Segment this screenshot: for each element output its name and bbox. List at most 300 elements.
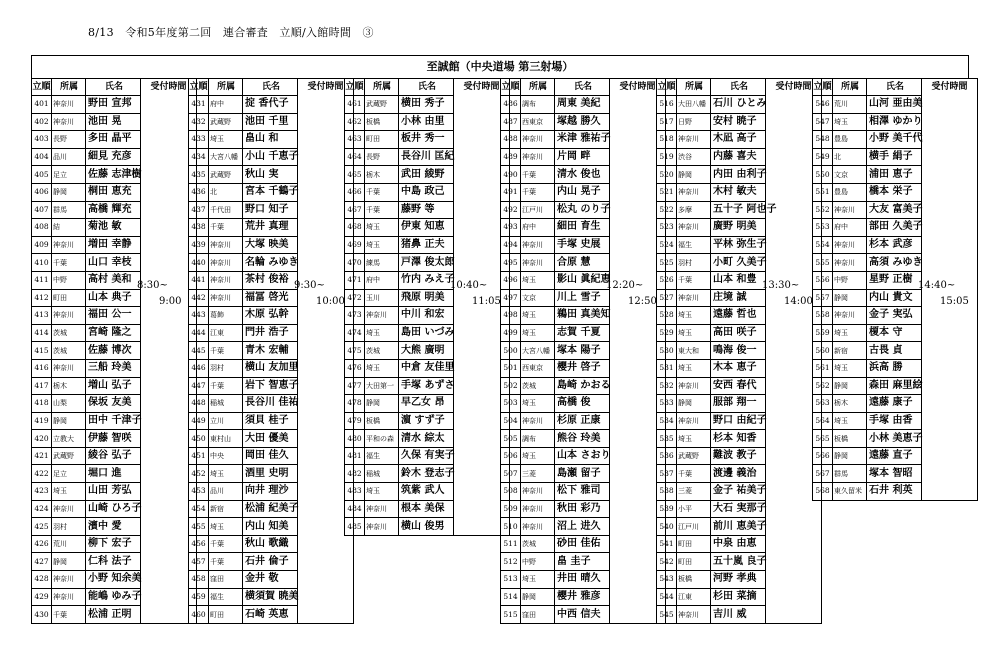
row-affiliation: 静岡: [833, 289, 867, 307]
row-name: 三船 玲美: [86, 359, 141, 377]
row-name: 宮崎 隆之: [86, 324, 141, 342]
row-number: 436: [189, 183, 209, 201]
row-name: 早乙女 昂: [399, 395, 454, 413]
header-time: 受付時間: [922, 79, 978, 96]
table-row: [189, 131, 354, 149]
row-name: 塚越 勝久: [555, 113, 610, 131]
row-name: 志賀 千夏: [555, 324, 610, 342]
row-name: 部田 久美子: [867, 219, 922, 237]
table-row: [501, 236, 666, 254]
row-time-cell: [766, 571, 822, 589]
row-number: 453: [189, 483, 209, 501]
row-number: 450: [189, 430, 209, 448]
row-number: 448: [189, 395, 209, 413]
table-row: [657, 96, 822, 114]
table-row: [813, 96, 978, 114]
row-name: 根本 美保: [399, 500, 454, 518]
row-number: 537: [657, 465, 677, 483]
table-row: [813, 377, 978, 395]
row-affiliation: 江戸川: [677, 518, 711, 536]
table-row: [32, 412, 197, 430]
row-name: 杉本 武彦: [867, 236, 922, 254]
row-affiliation: 中野: [521, 553, 555, 571]
row-affiliation: 茨城: [52, 342, 86, 360]
table-row: [189, 412, 354, 430]
row-name: 木本 恵子: [711, 359, 766, 377]
row-affiliation: 平和の森: [365, 430, 399, 448]
table-row: [813, 342, 978, 360]
row-number: 561: [813, 359, 833, 377]
row-affiliation: 静岡: [833, 447, 867, 465]
table-row: [501, 430, 666, 448]
row-name: 山田 芳弘: [86, 483, 141, 501]
row-name: 保坂 友美: [86, 395, 141, 413]
row-number: 499: [501, 324, 521, 342]
row-name: 安村 暁子: [711, 113, 766, 131]
table-row: [345, 518, 510, 536]
row-affiliation: 栃木: [52, 377, 86, 395]
row-affiliation: 千葉: [365, 183, 399, 201]
row-number: 514: [501, 588, 521, 606]
header-no: 立順: [32, 79, 52, 96]
row-affiliation: 稲城: [209, 395, 243, 413]
row-name: 青木 宏輔: [243, 342, 298, 360]
row-affiliation: 神奈川: [521, 500, 555, 518]
row-name: 内山 晃子: [555, 183, 610, 201]
row-name: 木原 弘幹: [243, 307, 298, 325]
row-number: 402: [32, 113, 52, 131]
venue-title: 至誠館（中央道場 第三射場）: [426, 60, 574, 73]
header-row: [189, 79, 354, 96]
header-no: 立順: [345, 79, 365, 96]
row-affiliation: 武蔵野: [365, 96, 399, 114]
table-row: [501, 96, 666, 114]
header-pref: 所属: [209, 79, 243, 96]
row-name: 手塚 由香: [867, 412, 922, 430]
row-affiliation: 東村山: [209, 430, 243, 448]
header-time: 受付時間: [454, 79, 510, 96]
row-affiliation: 静岡: [677, 395, 711, 413]
table-row: [189, 606, 354, 624]
row-name: 山河 亜由美: [867, 96, 922, 114]
row-name: 塚本 陽子: [555, 342, 610, 360]
row-number: 525: [657, 254, 677, 272]
row-name: 古畏 貞: [867, 342, 922, 360]
row-number: 486: [501, 96, 521, 114]
row-number: 485: [345, 518, 365, 536]
row-affiliation: 神奈川: [52, 236, 86, 254]
table-row: [813, 324, 978, 342]
row-affiliation: 神奈川: [365, 500, 399, 518]
row-affiliation: 埼玉: [833, 113, 867, 131]
row-affiliation: 埼玉: [209, 131, 243, 149]
row-number: 504: [501, 412, 521, 430]
row-affiliation: 神奈川: [52, 307, 86, 325]
row-number: 444: [189, 324, 209, 342]
row-affiliation: 静岡: [521, 588, 555, 606]
row-name: 石崎 英恵: [243, 606, 298, 624]
row-number: 434: [189, 148, 209, 166]
table-row: [189, 377, 354, 395]
table-row: [32, 324, 197, 342]
header-pref: 所属: [833, 79, 867, 96]
table-row: [32, 500, 197, 518]
row-number: 442: [189, 289, 209, 307]
row-time-cell: [922, 236, 978, 254]
row-affiliation: 神奈川: [52, 359, 86, 377]
row-name: 吉川 威: [711, 606, 766, 624]
row-name: 杉本 知香: [711, 430, 766, 448]
header-time: 受付時間: [766, 79, 822, 96]
row-affiliation: 千葉: [209, 377, 243, 395]
row-time-cell: [922, 113, 978, 131]
row-number: 465: [345, 166, 365, 184]
row-affiliation: 神奈川: [521, 483, 555, 501]
row-number: 412: [32, 289, 52, 307]
row-number: 543: [657, 571, 677, 589]
table-row: [501, 342, 666, 360]
table-row: [657, 236, 822, 254]
row-time-cell: [922, 96, 978, 114]
row-affiliation: 荒川: [52, 535, 86, 553]
table-row: [657, 342, 822, 360]
table-row: [345, 201, 510, 219]
row-number: 449: [189, 412, 209, 430]
row-number: 550: [813, 166, 833, 184]
row-name: 横山 友加里: [243, 359, 298, 377]
header-pref: 所属: [677, 79, 711, 96]
header-row: [32, 79, 197, 96]
row-number: 558: [813, 307, 833, 325]
table-row: [189, 359, 354, 377]
table-row: [32, 395, 197, 413]
table-row: [501, 131, 666, 149]
row-name: 塚本 智昭: [867, 465, 922, 483]
table-row: [501, 588, 666, 606]
row-number: 482: [345, 465, 365, 483]
row-affiliation: 千葉: [52, 606, 86, 624]
row-affiliation: 埼玉: [677, 324, 711, 342]
table-row: [657, 588, 822, 606]
row-name: 手塚 あずさ: [399, 377, 454, 395]
row-name: 野口 由紀子: [711, 412, 766, 430]
table-row: [32, 342, 197, 360]
table-row: [345, 395, 510, 413]
row-affiliation: 千葉: [209, 535, 243, 553]
row-number: 428: [32, 571, 52, 589]
row-number: 430: [32, 606, 52, 624]
row-affiliation: 長野: [365, 148, 399, 166]
row-number: 427: [32, 553, 52, 571]
row-name: 岡田 佳久: [243, 447, 298, 465]
row-affiliation: 東久留米: [833, 483, 867, 501]
row-number: 481: [345, 447, 365, 465]
row-affiliation: 東大和: [677, 342, 711, 360]
row-affiliation: 埼玉: [521, 324, 555, 342]
row-affiliation: 群馬: [833, 465, 867, 483]
row-number: 462: [345, 113, 365, 131]
row-affiliation: 立川: [209, 412, 243, 430]
row-name: 小林 美恵子: [867, 430, 922, 448]
row-name: 小野 知余美: [86, 571, 141, 589]
row-number: 464: [345, 148, 365, 166]
row-number: 520: [657, 166, 677, 184]
row-affiliation: 葛飾: [209, 307, 243, 325]
row-number: 483: [345, 483, 365, 501]
table-row: [657, 148, 822, 166]
table-row: [189, 183, 354, 201]
table-row: [32, 447, 197, 465]
table-row: [813, 359, 978, 377]
row-time-cell: [922, 324, 978, 342]
row-name: 渡邊 義治: [711, 465, 766, 483]
row-number: 509: [501, 500, 521, 518]
row-number: 538: [657, 483, 677, 501]
row-number: 417: [32, 377, 52, 395]
row-name: 仁科 法子: [86, 553, 141, 571]
row-name: 飛原 明美: [399, 289, 454, 307]
row-affiliation: 静岡: [52, 412, 86, 430]
row-time-cell: [298, 553, 354, 571]
row-affiliation: 日野: [677, 113, 711, 131]
row-number: 458: [189, 571, 209, 589]
row-affiliation: 窪田: [209, 571, 243, 589]
row-number: 437: [189, 201, 209, 219]
row-affiliation: 埼玉: [365, 219, 399, 237]
row-number: 540: [657, 518, 677, 536]
table-row: [813, 465, 978, 483]
table-row: [189, 500, 354, 518]
table-row: [189, 342, 354, 360]
table-row: [189, 465, 354, 483]
schedule-column-5: [656, 78, 822, 624]
table-row: [32, 535, 197, 553]
table-row: [657, 166, 822, 184]
row-number: 515: [501, 606, 521, 624]
row-name: 金井 敬: [243, 571, 298, 589]
row-name: 内山 貴文: [867, 289, 922, 307]
row-number: 519: [657, 148, 677, 166]
table-row: [345, 131, 510, 149]
row-number: 475: [345, 342, 365, 360]
row-time-cell: [922, 148, 978, 166]
row-number: 488: [501, 131, 521, 149]
row-number: 411: [32, 271, 52, 289]
row-affiliation: 江東: [677, 588, 711, 606]
row-name: 松浦 正明: [86, 606, 141, 624]
reception-time-start: 13:30~: [762, 279, 800, 291]
table-row: [32, 201, 197, 219]
row-number: 431: [189, 96, 209, 114]
table-row: [189, 571, 354, 589]
row-name: 秋山 歌織: [243, 535, 298, 553]
row-number: 548: [813, 131, 833, 149]
row-name: 井田 晴久: [555, 571, 610, 589]
row-name: 内田 由利子: [711, 166, 766, 184]
header-row: [501, 79, 666, 96]
row-number: 487: [501, 113, 521, 131]
row-affiliation: 栃木: [365, 166, 399, 184]
row-number: 408: [32, 219, 52, 237]
row-name: 門井 浩子: [243, 324, 298, 342]
header-row: [813, 79, 978, 96]
row-affiliation: 神奈川: [677, 606, 711, 624]
header-time: 受付時間: [298, 79, 354, 96]
row-affiliation: 神奈川: [52, 588, 86, 606]
table-row: [189, 166, 354, 184]
row-number: 497: [501, 289, 521, 307]
row-name: 高須 みゆき: [867, 254, 922, 272]
row-name: 大石 実那子: [711, 500, 766, 518]
row-affiliation: 文京: [833, 166, 867, 184]
row-time-cell: [766, 535, 822, 553]
row-affiliation: 茨城: [521, 377, 555, 395]
row-number: 443: [189, 307, 209, 325]
row-number: 517: [657, 113, 677, 131]
row-number: 421: [32, 447, 52, 465]
row-name: 武田 綾野: [399, 166, 454, 184]
reception-time-end: 12:50: [628, 296, 657, 308]
table-row: [345, 113, 510, 131]
row-time-cell: [766, 588, 822, 606]
row-affiliation: 板橋: [833, 430, 867, 448]
row-name: 合原 慧: [555, 254, 610, 272]
row-name: 茶村 俊裕: [243, 271, 298, 289]
table-row: [657, 324, 822, 342]
row-number: 439: [189, 236, 209, 254]
row-name: 猪鼻 正夫: [399, 236, 454, 254]
table-row: [345, 96, 510, 114]
table-row: [32, 113, 197, 131]
row-name: 浦田 恵子: [867, 166, 922, 184]
row-name: 畠山 和: [243, 131, 298, 149]
row-name: 山本 典子: [86, 289, 141, 307]
table-row: [657, 535, 822, 553]
reception-time-end: 9:00: [159, 296, 182, 308]
table-row: [32, 166, 197, 184]
row-name: 難波 教子: [711, 447, 766, 465]
table-row: [501, 166, 666, 184]
row-name: 佐藤 志津樹: [86, 166, 141, 184]
row-affiliation: 小平: [677, 500, 711, 518]
row-name: 杉原 正康: [555, 412, 610, 430]
row-number: 532: [657, 377, 677, 395]
table-row: [345, 359, 510, 377]
schedule-column-2: [188, 78, 354, 624]
table-row: [501, 254, 666, 272]
table-row: [345, 324, 510, 342]
row-affiliation: 千葉: [365, 201, 399, 219]
table-row: [32, 430, 197, 448]
row-number: 474: [345, 324, 365, 342]
row-number: 533: [657, 395, 677, 413]
table-row: [501, 553, 666, 571]
row-number: 494: [501, 236, 521, 254]
row-number: 441: [189, 271, 209, 289]
row-name: 高橋 輝充: [86, 201, 141, 219]
row-number: 416: [32, 359, 52, 377]
header-time: 受付時間: [141, 79, 197, 96]
row-name: 島崎 かおる: [555, 377, 610, 395]
row-number: 492: [501, 201, 521, 219]
row-affiliation: 埼玉: [677, 430, 711, 448]
row-name: 五十子 阿也子: [711, 201, 766, 219]
table-row: [657, 183, 822, 201]
row-number: 536: [657, 447, 677, 465]
row-affiliation: 福生: [365, 447, 399, 465]
row-name: 片岡 畔: [555, 148, 610, 166]
row-affiliation: 西東京: [521, 359, 555, 377]
row-affiliation: 千葉: [521, 183, 555, 201]
table-row: [32, 307, 197, 325]
row-name: 清水 綜太: [399, 430, 454, 448]
row-affiliation: 神奈川: [521, 518, 555, 536]
row-number: 459: [189, 588, 209, 606]
header-name: 氏名: [399, 79, 454, 96]
header-row: [657, 79, 822, 96]
table-row: [345, 307, 510, 325]
table-row: [813, 201, 978, 219]
row-name: 中川 和宏: [399, 307, 454, 325]
table-row: [813, 254, 978, 272]
row-name: 柳下 宏子: [86, 535, 141, 553]
row-number: 501: [501, 359, 521, 377]
table-row: [345, 447, 510, 465]
row-name: 大田 優美: [243, 430, 298, 448]
row-name: 島田 いづみ: [399, 324, 454, 342]
row-affiliation: 神奈川: [209, 271, 243, 289]
row-name: 榎本 守: [867, 324, 922, 342]
row-name: 秋田 彩乃: [555, 500, 610, 518]
row-affiliation: 埼玉: [677, 307, 711, 325]
row-affiliation: 中野: [833, 271, 867, 289]
row-number: 446: [189, 359, 209, 377]
row-affiliation: 神奈川: [677, 412, 711, 430]
row-time-cell: [922, 465, 978, 483]
row-affiliation: 埼玉: [209, 465, 243, 483]
row-affiliation: 三菱: [521, 465, 555, 483]
row-number: 535: [657, 430, 677, 448]
row-affiliation: 茨城: [52, 324, 86, 342]
row-name: 田中 千津子: [86, 412, 141, 430]
row-name: 星野 正樹: [867, 271, 922, 289]
row-number: 516: [657, 96, 677, 114]
row-number: 435: [189, 166, 209, 184]
table-row: [345, 500, 510, 518]
row-number: 524: [657, 236, 677, 254]
row-affiliation: 武蔵野: [209, 113, 243, 131]
table-row: [813, 395, 978, 413]
row-name: 長谷川 佳祐: [243, 395, 298, 413]
row-affiliation: 福生: [677, 236, 711, 254]
row-affiliation: 品川: [52, 148, 86, 166]
row-affiliation: 三菱: [677, 483, 711, 501]
row-number: 477: [345, 377, 365, 395]
row-name: 須貝 桂子: [243, 412, 298, 430]
row-time-cell: [922, 342, 978, 360]
table-row: [189, 483, 354, 501]
table-row: [189, 588, 354, 606]
table-row: [657, 254, 822, 272]
row-time-cell: [922, 395, 978, 413]
row-number: 534: [657, 412, 677, 430]
row-name: 多田 晶平: [86, 131, 141, 149]
row-name: 藤野 等: [399, 201, 454, 219]
row-name: 鈴木 登志子: [399, 465, 454, 483]
row-number: 567: [813, 465, 833, 483]
row-time-cell: [922, 359, 978, 377]
row-name: 山崎 ひろ子: [86, 500, 141, 518]
